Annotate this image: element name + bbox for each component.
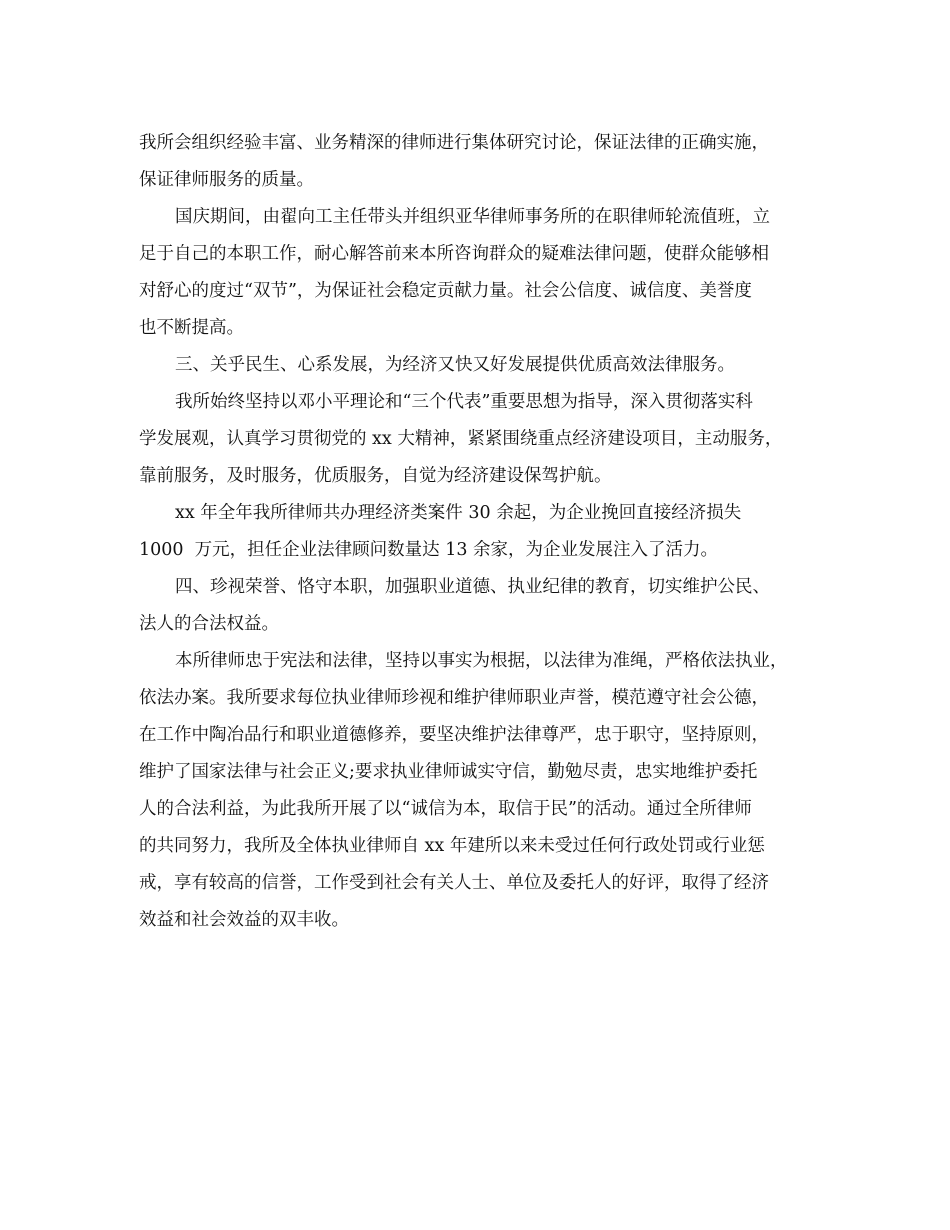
body-text-line: 本所律师忠于宪法和法律，坚持以事实为根据，以法律为准绳，严格依法执业，	[175, 651, 788, 671]
body-text-line: 学发展观，认真学习贯彻党的 xx 大精神，紧紧围绕重点经济建设项目，主动服务，	[139, 429, 783, 449]
body-text-line: 维护了国家法律与社会正义;要求执业律师诚实守信，勤勉尽责，忠实地维护委托	[139, 762, 758, 782]
body-text-line: 在工作中陶冶品行和职业道德修养，要坚决维护法律尊严，忠于职守，坚持原则，	[139, 725, 769, 745]
section-heading-line: 法人的合法权益。	[139, 614, 279, 634]
section-heading-line: 四、珍视荣誉、恪守本职，加强职业道德、执业纪律的教育，切实维护公民、	[175, 577, 770, 597]
body-text-line: 靠前服务，及时服务，优质服务，自觉为经济建设保驾护航。	[139, 466, 612, 486]
body-text-line: 也不断提高。	[139, 318, 244, 338]
body-text-line: 人的合法利益，为此我所开展了以“诚信为本，取信于民”的活动。通过全所律师	[139, 799, 752, 819]
body-text-line: 效益和社会效益的双丰收。	[139, 910, 349, 930]
body-text-line: 1000 万元，担任企业法律顾问数量达 13 余家，为企业发展注入了活力。	[139, 540, 719, 560]
body-text-line: xx 年全年我所律师共办理经济类案件 30 余起，为企业挽回直接经济损失	[175, 503, 742, 523]
body-text-line: 依法办案。我所要求每位执业律师珍视和维护律师职业声誉，模范遵守社会公德，	[139, 688, 769, 708]
body-text-line: 足于自己的本职工作，耐心解答前来本所咨询群众的疑难法律问题，使群众能够相	[139, 244, 769, 264]
body-text-line: 戒，享有较高的信誉，工作受到社会有关人士、单位及委托人的好评，取得了经济	[139, 873, 769, 893]
body-text-line: 的共同努力，我所及全体执业律师自 xx 年建所以来未受过任何行政处罚或行业惩	[139, 836, 765, 856]
section-heading-line: 三、关乎民生、心系发展，为经济又快又好发展提供优质高效法律服务。	[175, 355, 735, 375]
body-text-line: 国庆期间，由翟向工主任带头并组织亚华律师事务所的在职律师轮流值班，立	[175, 207, 770, 227]
body-text-line: 对舒心的度过“双节”，为保证社会稳定贡献力量。社会公信度、诚信度、美誉度	[139, 281, 752, 301]
body-text-line: 我所会组织经验丰富、业务精深的律师进行集体研究讨论，保证法律的正确实施，	[139, 133, 769, 153]
body-text-line: 我所始终坚持以邓小平理论和“三个代表”重要思想为指导，深入贯彻落实科	[175, 392, 753, 412]
body-text-line: 保证律师服务的质量。	[139, 170, 314, 190]
